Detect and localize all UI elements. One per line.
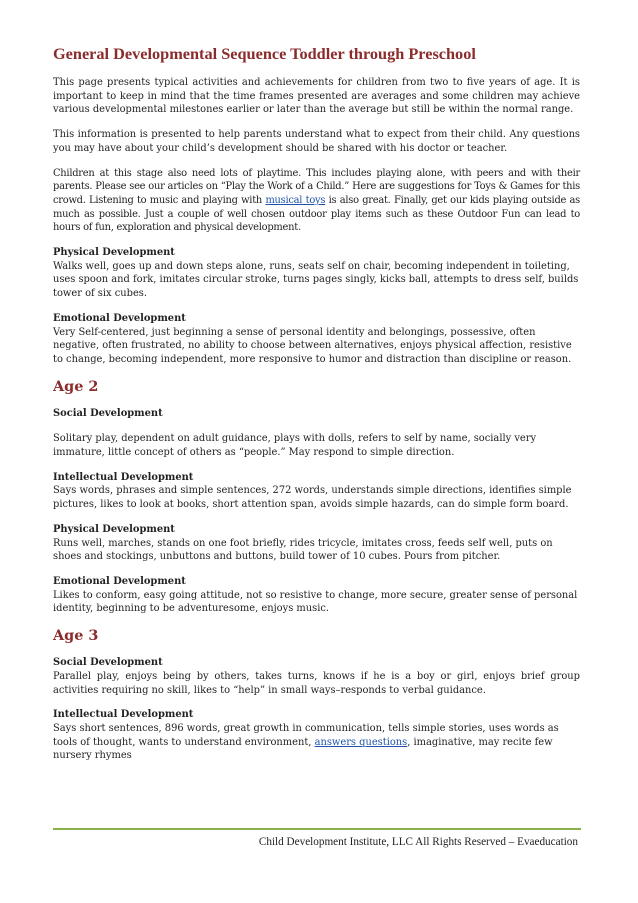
section-heading: Physical Development xyxy=(53,523,175,535)
general-physical-development xyxy=(53,246,580,301)
playtime-text-before-link: Children at this stage also need lots of playtime. This includes playing alone, with peers and with their parents. Please see our articles on “Play the Work of a Child.” Here are suggestions for Toys & Games for this crowd. Listening to music and playing with xyxy=(53,167,580,206)
age-2-social-development xyxy=(53,407,580,460)
section-heading: Physical Development xyxy=(53,247,175,259)
section-body: Solitary play, dependent on adult guidance, plays with dolls, refers to self by name, socially very immature, little concept of others as “people.” May respond to simple direction. xyxy=(53,433,537,459)
section-heading: Intellectual Development xyxy=(53,471,194,483)
section-body: Says words, phrases and simple sentences, 272 words, understands simple directions, identifies simple pictures, likes to look at books, short attention span, avoids simple hazards, can do simple form board. xyxy=(53,485,572,511)
page-footer: Child Development Institute, LLC All Rights Reserved – Evaeducation xyxy=(258,836,578,848)
age-2-intellectual-development xyxy=(53,471,580,512)
section-body: Parallel play, enjoys being by others, takes turns, knows if he is a boy or girl, enjoys brief group activities requiring no skill, likes to “help” in small ways–responds to verbal guidance. xyxy=(53,670,580,696)
age-3-social-development xyxy=(53,656,580,697)
section-heading: Intellectual Development xyxy=(53,709,194,721)
playtime-text-after-link: is also great. Finally, get our kids playing outside as much as possible. Just a couple of well chosen outdoor play items such as these Outdoor Fun can lead to hours of fun, exploration and physical development. xyxy=(53,194,580,234)
footer-divider xyxy=(53,828,581,830)
section-heading: Social Development xyxy=(53,657,163,669)
intro-paragraph-2: This information is presented to help parents understand what to expect from their child. Any questions you may have about your child’s development should be shared with his doctor or teacher. xyxy=(53,129,580,154)
age-2-emotional-development xyxy=(53,575,580,616)
intellectual-text-before-link: Says short sentences, 896 words, great growth in communication, tells simple stories, uses words as tools of thought, wants to understand environment, xyxy=(53,722,559,748)
section-heading: Social Development xyxy=(53,407,163,419)
playtime-paragraph xyxy=(53,167,580,236)
age-2-heading: Age 2 xyxy=(53,377,99,395)
section-body: Very Self-centered, just beginning a sense of personal identity and belongings, possessive, often negative, often frustrated, no ability to choose between alternatives, enjoys physical affection, resistive to change, becoming independent, more responsive to humor and distraction than discipline or reason. xyxy=(53,326,572,365)
musical-toys-link[interactable]: musical toys xyxy=(265,194,326,206)
intellectual-text-after-link: , imaginative, may recite few nursery rhymes xyxy=(53,736,553,762)
general-emotional-development xyxy=(53,312,580,367)
age-2-physical-development xyxy=(53,523,580,564)
page-title: General Developmental Sequence Toddler through Preschool xyxy=(53,44,476,63)
section-body: Runs well, marches, stands on one foot briefly, rides tricycle, imitates cross, feeds self well, puts on shoes and stockings, unbuttons and buttons, build tower of 10 cubes. Pours from pitcher. xyxy=(53,537,553,563)
section-heading: Emotional Development xyxy=(53,312,186,324)
age-3-intellectual-development xyxy=(53,708,580,763)
section-body: Walks well, goes up and down steps alone, runs, seats self on chair, becoming independent in toileting, uses spoon and fork, imitates circular stroke, turns pages singly, kicks ball, attempts to dress self, builds tower of six cubes. xyxy=(53,260,579,300)
document-content xyxy=(53,44,580,774)
section-body xyxy=(53,722,580,763)
section-body: Likes to conform, easy going attitude, not so resistive to change, more secure, greater sense of personal identity, beginning to be adventuresome, enjoys music. xyxy=(53,589,578,615)
section-heading: Emotional Development xyxy=(53,575,186,587)
answers-questions-link[interactable]: answers questions xyxy=(314,736,408,748)
age-3-heading: Age 3 xyxy=(53,627,99,645)
intro-paragraph-1: This page presents typical activities and achievements for children from two to five years of age. It is important to keep in mind that the time frames presented are averages and some children may achieve various developmental milestones earlier or later than the average but still be within the normal range. xyxy=(53,77,580,116)
